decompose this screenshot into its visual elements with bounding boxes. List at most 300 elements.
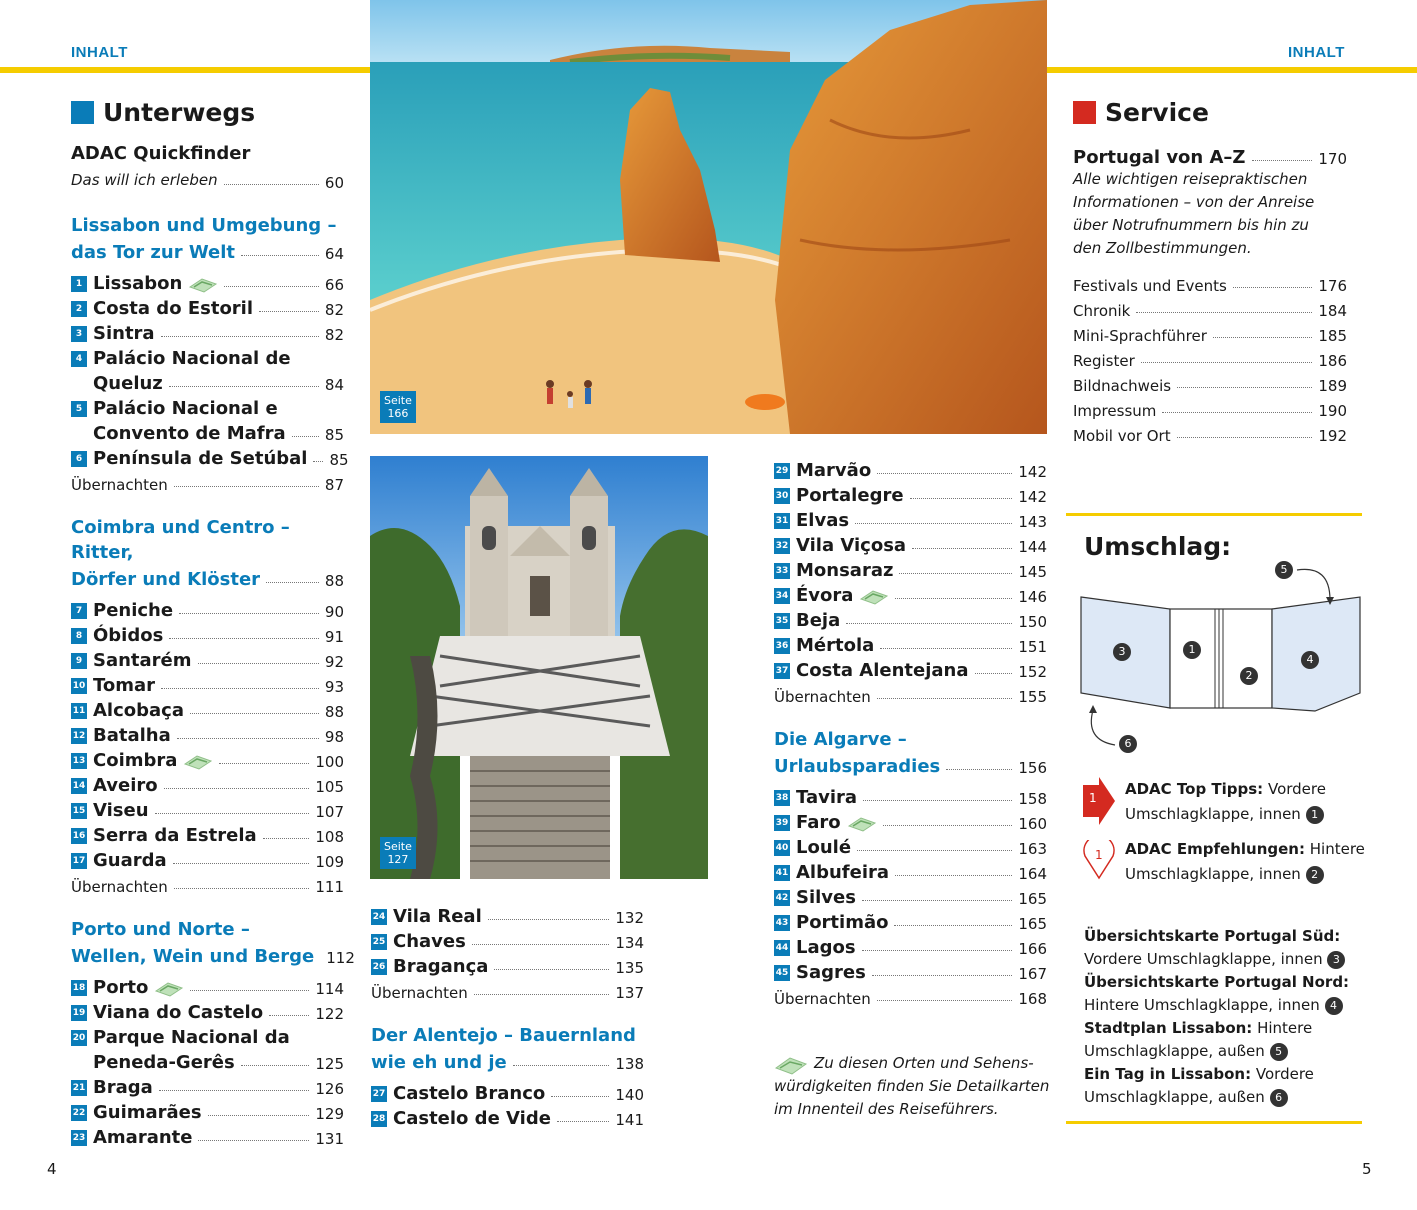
service-entry[interactable] <box>1073 345 1347 370</box>
legend-top-tips <box>1125 777 1326 827</box>
entry-number: 8 <box>71 628 87 644</box>
page-number: 88 <box>324 703 344 721</box>
page-number: 150 <box>1018 613 1047 631</box>
detail-map-icon <box>154 979 184 997</box>
seite-label: Seite <box>384 840 412 853</box>
page-number: 135 <box>615 959 644 977</box>
page-number: 142 <box>1018 488 1047 506</box>
entry-name: Costa do Estoril <box>93 298 254 319</box>
toc-entry[interactable] <box>71 973 344 998</box>
right-header: INHALT <box>1288 44 1345 61</box>
overnight-row[interactable] <box>71 469 344 494</box>
toc-entry[interactable] <box>71 696 344 721</box>
entry-name: Peniche <box>93 600 174 621</box>
page-number: 108 <box>315 828 344 846</box>
page-number: 158 <box>1018 790 1047 808</box>
toc-entry[interactable] <box>71 319 344 344</box>
toc-entry[interactable] <box>71 846 344 871</box>
detail-map-icon <box>774 1054 808 1076</box>
entry-number: 22 <box>71 1105 87 1121</box>
entry-number: 34 <box>774 588 790 604</box>
entry-name: Lagos <box>796 937 856 958</box>
overnight-row[interactable] <box>71 871 344 896</box>
page-number: 184 <box>1318 302 1347 320</box>
quickfinder-row[interactable] <box>71 167 344 192</box>
page-number: 141 <box>615 1111 644 1129</box>
overnight-label: Übernachten <box>371 984 468 1002</box>
cover-number-6: 6 <box>1119 735 1137 753</box>
entry-name: Palácio Nacional de <box>93 348 291 369</box>
unterwegs-label: Unterwegs <box>103 98 256 127</box>
service-entry[interactable] <box>1073 420 1347 445</box>
entry-number: 37 <box>774 663 790 679</box>
entry-name: Portimão <box>796 912 889 933</box>
seite-badge[interactable] <box>380 391 416 423</box>
detail-map-icon <box>188 275 218 293</box>
entry-name: Silves <box>796 887 856 908</box>
beach-photo <box>370 0 1047 434</box>
entry-number: 28 <box>371 1111 387 1127</box>
entry-name: Alcobaça <box>93 700 184 721</box>
az-title: Portugal von A–Z <box>1073 147 1246 168</box>
page-number: 155 <box>1018 688 1047 706</box>
page-number: 131 <box>315 1130 344 1148</box>
toc-entry[interactable] <box>371 952 644 977</box>
toc-entry[interactable] <box>774 808 1047 833</box>
page-number: 190 <box>1318 402 1347 420</box>
page-number-left: 4 <box>47 1160 57 1178</box>
page-number: 107 <box>315 803 344 821</box>
entry-number: 39 <box>774 815 790 831</box>
legend-circle: 1 <box>1306 806 1324 824</box>
page-number: 98 <box>324 728 344 746</box>
page-number: 122 <box>315 1005 344 1023</box>
page-number: 186 <box>1318 352 1347 370</box>
page-number: 166 <box>1018 940 1047 958</box>
toc-entry[interactable] <box>774 581 1047 606</box>
entry-number: 1 <box>71 276 87 292</box>
entry-number: 3 <box>71 326 87 342</box>
toc-entry[interactable] <box>71 821 344 846</box>
cover-number-2: 2 <box>1240 667 1258 685</box>
entry-name: Portalegre <box>796 485 904 506</box>
toc-entry[interactable] <box>774 481 1047 506</box>
entry-number: 25 <box>371 934 387 950</box>
toc-entry[interactable] <box>774 883 1047 908</box>
entry-name: Évora <box>796 585 854 606</box>
page-number: 168 <box>1018 990 1047 1008</box>
entry-name: Tavira <box>796 787 858 808</box>
legend-bold: Übersichtskarte Portugal Süd: <box>1084 927 1341 945</box>
entry-number: 32 <box>774 538 790 554</box>
entry-name: Mértola <box>796 635 875 656</box>
legend-bold: ADAC Top Tipps: <box>1125 780 1264 798</box>
toc-entry[interactable] <box>774 506 1047 531</box>
page-number: 160 <box>1018 815 1047 833</box>
top-tipp-icon-number: 1 <box>1089 791 1097 805</box>
entry-name: Santarém <box>93 650 192 671</box>
toc-entry[interactable] <box>774 858 1047 883</box>
left-yellow-rule <box>0 67 370 73</box>
entry-number: 36 <box>774 638 790 654</box>
service-entry[interactable] <box>1073 320 1347 345</box>
legend-text: Umschlagklappe, innen <box>1125 805 1301 823</box>
cover-title: Umschlag: <box>1084 532 1232 561</box>
sanctuary-photo <box>370 456 708 879</box>
page-number: 92 <box>324 653 344 671</box>
overnight-label: Übernachten <box>71 878 168 896</box>
entry-number: 9 <box>71 653 87 669</box>
detail-map-icon <box>859 587 889 605</box>
legend-text: Umschlagklappe, außen <box>1084 1042 1265 1060</box>
legend-circle: 5 <box>1270 1043 1288 1061</box>
legend-text: Hintere Umschlagklappe, innen <box>1084 996 1320 1014</box>
entry-number: 24 <box>371 909 387 925</box>
toc-entry[interactable] <box>774 531 1047 556</box>
entry-name: Óbidos <box>93 625 164 646</box>
entry-number: 18 <box>71 980 87 996</box>
overnight-row[interactable] <box>774 681 1047 706</box>
az-entry[interactable] <box>1073 143 1347 168</box>
page-number: 132 <box>615 909 644 927</box>
entry-name: Aveiro <box>93 775 158 796</box>
toc-entry[interactable] <box>774 958 1047 983</box>
page-number: 151 <box>1018 638 1047 656</box>
page-number: 165 <box>1018 890 1047 908</box>
entry-name: Palácio Nacional e <box>93 398 278 419</box>
legend-bold: Übersichtskarte Portugal Nord: <box>1084 973 1350 991</box>
region-title[interactable]: Coimbra und Centro –Ritter, <box>71 517 290 563</box>
toc-entry-cont[interactable] <box>71 369 344 394</box>
entry-number: 14 <box>71 778 87 794</box>
region-title-row[interactable] <box>371 1048 644 1073</box>
legend-bold: ADAC Empfehlungen: <box>1125 840 1305 858</box>
page-number: 189 <box>1318 377 1347 395</box>
page-number: 143 <box>1018 513 1047 531</box>
middle-toc-column <box>371 902 644 1129</box>
service-entry-name: Register <box>1073 352 1135 370</box>
cover-number-4: 4 <box>1301 651 1319 669</box>
region-title-row[interactable] <box>71 942 355 967</box>
toc-entry[interactable] <box>774 631 1047 656</box>
page-number: 93 <box>324 678 344 696</box>
toc-entry[interactable] <box>71 621 344 646</box>
legend-text: Hintere <box>1309 840 1365 858</box>
entry-name: Queluz <box>93 373 163 394</box>
toc-entry[interactable] <box>774 556 1047 581</box>
toc-entry[interactable] <box>71 646 344 671</box>
entry-number: 2 <box>71 301 87 317</box>
region-title[interactable]: Die Algarve – <box>774 729 907 750</box>
toc-entry[interactable] <box>71 1098 344 1123</box>
map-note <box>774 1052 1054 1121</box>
entry-number: 12 <box>71 728 87 744</box>
seite-badge[interactable] <box>380 837 416 869</box>
overnight-label: Übernachten <box>774 990 871 1008</box>
region-title-line2: wie eh und je <box>371 1052 507 1073</box>
cover-number-3: 3 <box>1113 643 1131 661</box>
toc-entry[interactable] <box>71 746 344 771</box>
entry-number: 23 <box>71 1130 87 1146</box>
entry-number: 31 <box>774 513 790 529</box>
entry-number: 33 <box>774 563 790 579</box>
detail-map-icon <box>847 814 877 832</box>
toc-entry[interactable] <box>774 606 1047 631</box>
entry-name: Beja <box>796 610 841 631</box>
page-number: 100 <box>315 753 344 771</box>
entry-name: Vila Viçosa <box>796 535 907 556</box>
entry-name: Faro <box>796 812 841 833</box>
seite-page: 127 <box>387 853 409 866</box>
map-note-line: Zu diesen Orten und Sehens- <box>814 1054 1034 1072</box>
entry-name: Tomar <box>93 675 156 696</box>
toc-entry[interactable] <box>774 783 1047 808</box>
toc-entry[interactable] <box>371 927 644 952</box>
entry-name: Convento de Mafra <box>93 423 286 444</box>
entry-name: Serra da Estrela <box>93 825 257 846</box>
entry-name: Loulé <box>796 837 852 858</box>
region-title-line2: Wellen, Wein und Berge <box>71 946 315 967</box>
entry-number: 17 <box>71 853 87 869</box>
legend-text: Vordere <box>1267 780 1326 798</box>
page-number: 109 <box>315 853 344 871</box>
legend-maps <box>1084 925 1349 1109</box>
region-title-row[interactable] <box>71 238 344 263</box>
service-label: Service <box>1105 98 1209 127</box>
entry-number: 21 <box>71 1080 87 1096</box>
region-title[interactable]: Porto und Norte – <box>71 919 250 940</box>
page-number: 165 <box>1018 915 1047 933</box>
legend-bold: Ein Tag in Lissabon: <box>1084 1065 1252 1083</box>
region-title-row[interactable] <box>774 752 1047 777</box>
region-title[interactable]: Der Alentejo – Bauernland <box>371 1025 636 1046</box>
map-note-line: würdigkeiten finden Sie Detailkarten <box>774 1077 1050 1095</box>
page-number: 114 <box>315 980 344 998</box>
entry-number: 4 <box>71 351 87 367</box>
page-number: 90 <box>324 603 344 621</box>
service-entry-name: Mobil vor Ort <box>1073 427 1171 445</box>
page-number: 126 <box>315 1080 344 1098</box>
entry-name: Costa Alentejana <box>796 660 969 681</box>
page-number: 163 <box>1018 840 1047 858</box>
entry-number: 5 <box>71 401 87 417</box>
entry-name: Porto <box>93 977 149 998</box>
legend-text: Umschlagklappe, außen <box>1084 1088 1265 1106</box>
quickfinder-subtitle: Das will ich erleben <box>71 171 218 189</box>
entry-name: Chaves <box>393 931 466 952</box>
legend-recommendations <box>1125 837 1365 887</box>
page-number-right: 5 <box>1362 1160 1372 1178</box>
toc-entry[interactable] <box>774 456 1047 481</box>
toc-entry[interactable] <box>774 908 1047 933</box>
entry-number: 6 <box>71 451 87 467</box>
page-number: 142 <box>1018 463 1047 481</box>
region-title-line2: das Tor zur Welt <box>71 242 236 263</box>
overnight-label: Übernachten <box>774 688 871 706</box>
unterwegs-title <box>71 98 255 127</box>
service-column <box>1073 143 1347 445</box>
legend-text: Vordere <box>1255 1065 1314 1083</box>
legend-circle: 3 <box>1327 951 1345 969</box>
region-title-line2: Urlaubsparadies <box>774 756 941 777</box>
entry-name: Vila Real <box>393 906 482 927</box>
map-note-line: im Innenteil des Reiseführers. <box>774 1100 999 1118</box>
detail-map-icon <box>183 752 213 770</box>
toc-entry[interactable] <box>71 796 344 821</box>
page-number: 164 <box>1018 865 1047 883</box>
entry-name: Guimarães <box>93 1102 202 1123</box>
service-entry[interactable] <box>1073 295 1347 320</box>
page-number: 185 <box>1318 327 1347 345</box>
entry-name: Monsaraz <box>796 560 894 581</box>
toc-entry[interactable] <box>71 671 344 696</box>
toc-entry[interactable] <box>71 1073 344 1098</box>
service-entry-name: Impressum <box>1073 402 1157 420</box>
entry-number: 10 <box>71 678 87 694</box>
entry-number: 19 <box>71 1005 87 1021</box>
entry-name: Bragança <box>393 956 489 977</box>
toc-entry[interactable] <box>71 1123 344 1148</box>
entry-number: 27 <box>371 1086 387 1102</box>
page-number: 87 <box>324 476 344 494</box>
page-number: 137 <box>615 984 644 1002</box>
cover-number-5: 5 <box>1275 561 1293 579</box>
overnight-row[interactable] <box>774 983 1047 1008</box>
service-title <box>1073 98 1209 127</box>
service-entry[interactable] <box>1073 395 1347 420</box>
toc-entry[interactable] <box>71 444 349 469</box>
entry-number: 15 <box>71 803 87 819</box>
legend-circle: 4 <box>1325 997 1343 1015</box>
entry-number: 43 <box>774 915 790 931</box>
page-number: 84 <box>324 376 344 394</box>
toc-entry[interactable] <box>71 294 344 319</box>
service-entry[interactable] <box>1073 270 1347 295</box>
toc-entry[interactable] <box>71 596 344 621</box>
toc-entry[interactable] <box>71 771 344 796</box>
page-number: 82 <box>324 301 344 319</box>
page-number: 112 <box>326 949 355 967</box>
legend-text: Hintere <box>1257 1019 1313 1037</box>
toc-entry[interactable] <box>371 902 644 927</box>
toc-entry[interactable] <box>774 833 1047 858</box>
entry-name: Elvas <box>796 510 850 531</box>
red-square-icon <box>1073 101 1096 124</box>
top-tipp-icon <box>1083 777 1115 825</box>
entry-name: Batalha <box>93 725 171 746</box>
right-yellow-rule <box>1047 67 1417 73</box>
page-number: 60 <box>324 174 344 192</box>
entry-number: 7 <box>71 603 87 619</box>
toc-entry[interactable] <box>774 656 1047 681</box>
entry-name: Coimbra <box>93 750 178 771</box>
toc-entry[interactable] <box>71 1023 344 1048</box>
right-toc-column <box>774 456 1047 1008</box>
entry-name: Peneda-Gerês <box>93 1052 235 1073</box>
entry-name: Castelo de Vide <box>393 1108 551 1129</box>
page-number: 140 <box>615 1086 644 1104</box>
page-number: 152 <box>1018 663 1047 681</box>
page-number: 138 <box>615 1055 644 1073</box>
page-number: 85 <box>324 426 344 444</box>
entry-number: 30 <box>774 488 790 504</box>
region-title-line2: Dörfer und Klöster <box>71 569 261 590</box>
toc-entry[interactable] <box>71 269 344 294</box>
toc-entry[interactable] <box>371 1104 644 1129</box>
page-number: 146 <box>1018 588 1047 606</box>
region-title[interactable]: Lissabon und Umgebung – <box>71 215 337 236</box>
blue-square-icon <box>71 101 94 124</box>
legend-text: Vordere Umschlagklappe, innen <box>1084 950 1323 968</box>
entry-name: Guarda <box>93 850 167 871</box>
page-number: 88 <box>324 572 344 590</box>
page-number: 66 <box>324 276 344 294</box>
toc-entry-cont[interactable] <box>71 1048 344 1073</box>
page-number: 111 <box>315 878 344 896</box>
entry-name: Albufeira <box>796 862 890 883</box>
region-title-row[interactable] <box>71 565 344 590</box>
entry-number: 41 <box>774 865 790 881</box>
page-number: 192 <box>1318 427 1347 445</box>
page-number: 129 <box>315 1105 344 1123</box>
cover-bottom-rule <box>1066 1121 1362 1124</box>
page-number: 134 <box>615 934 644 952</box>
entry-name: Viana do Castelo <box>93 1002 264 1023</box>
toc-entry[interactable] <box>71 344 344 369</box>
service-entry-name: Festivals und Events <box>1073 277 1227 295</box>
entry-number: 11 <box>71 703 87 719</box>
page-number: 170 <box>1318 150 1347 168</box>
toc-entry-cont[interactable] <box>71 419 344 444</box>
service-entry-name: Bildnachweis <box>1073 377 1172 395</box>
toc-entry[interactable] <box>71 394 344 419</box>
page-number: 91 <box>324 628 344 646</box>
entry-number: 29 <box>774 463 790 479</box>
entry-number: 20 <box>71 1030 87 1046</box>
legend-circle: 2 <box>1306 866 1324 884</box>
service-entry[interactable] <box>1073 370 1347 395</box>
legend-circle: 6 <box>1270 1089 1288 1107</box>
entry-name: Lissabon <box>93 273 183 294</box>
entry-number: 16 <box>71 828 87 844</box>
page-number: 156 <box>1018 759 1047 777</box>
legend-bold: Stadtplan Lissabon: <box>1084 1019 1253 1037</box>
page-number: 144 <box>1018 538 1047 556</box>
entry-number: 26 <box>371 959 387 975</box>
entry-number: 40 <box>774 840 790 856</box>
entry-name: Parque Nacional da <box>93 1027 290 1048</box>
entry-name: Amarante <box>93 1127 193 1148</box>
entry-name: Castelo Branco <box>393 1083 546 1104</box>
left-toc-column <box>71 143 355 1148</box>
cover-number-1: 1 <box>1183 641 1201 659</box>
empfehlung-icon-number: 1 <box>1095 848 1103 862</box>
az-desc-line: Informationen – von der Anreise <box>1073 193 1315 211</box>
toc-entry[interactable] <box>774 933 1047 958</box>
page-number: 82 <box>324 326 344 344</box>
overnight-row[interactable] <box>371 977 644 1002</box>
service-entry-name: Mini-Sprachführer <box>1073 327 1207 345</box>
entry-name: Braga <box>93 1077 153 1098</box>
overnight-label: Übernachten <box>71 476 168 494</box>
toc-entry[interactable] <box>371 1079 644 1104</box>
quickfinder-title: ADAC Quickfinder <box>71 143 251 164</box>
entry-number: 38 <box>774 790 790 806</box>
entry-number: 45 <box>774 965 790 981</box>
toc-entry[interactable] <box>71 998 344 1023</box>
toc-entry[interactable] <box>71 721 344 746</box>
entry-name: Marvão <box>796 460 872 481</box>
